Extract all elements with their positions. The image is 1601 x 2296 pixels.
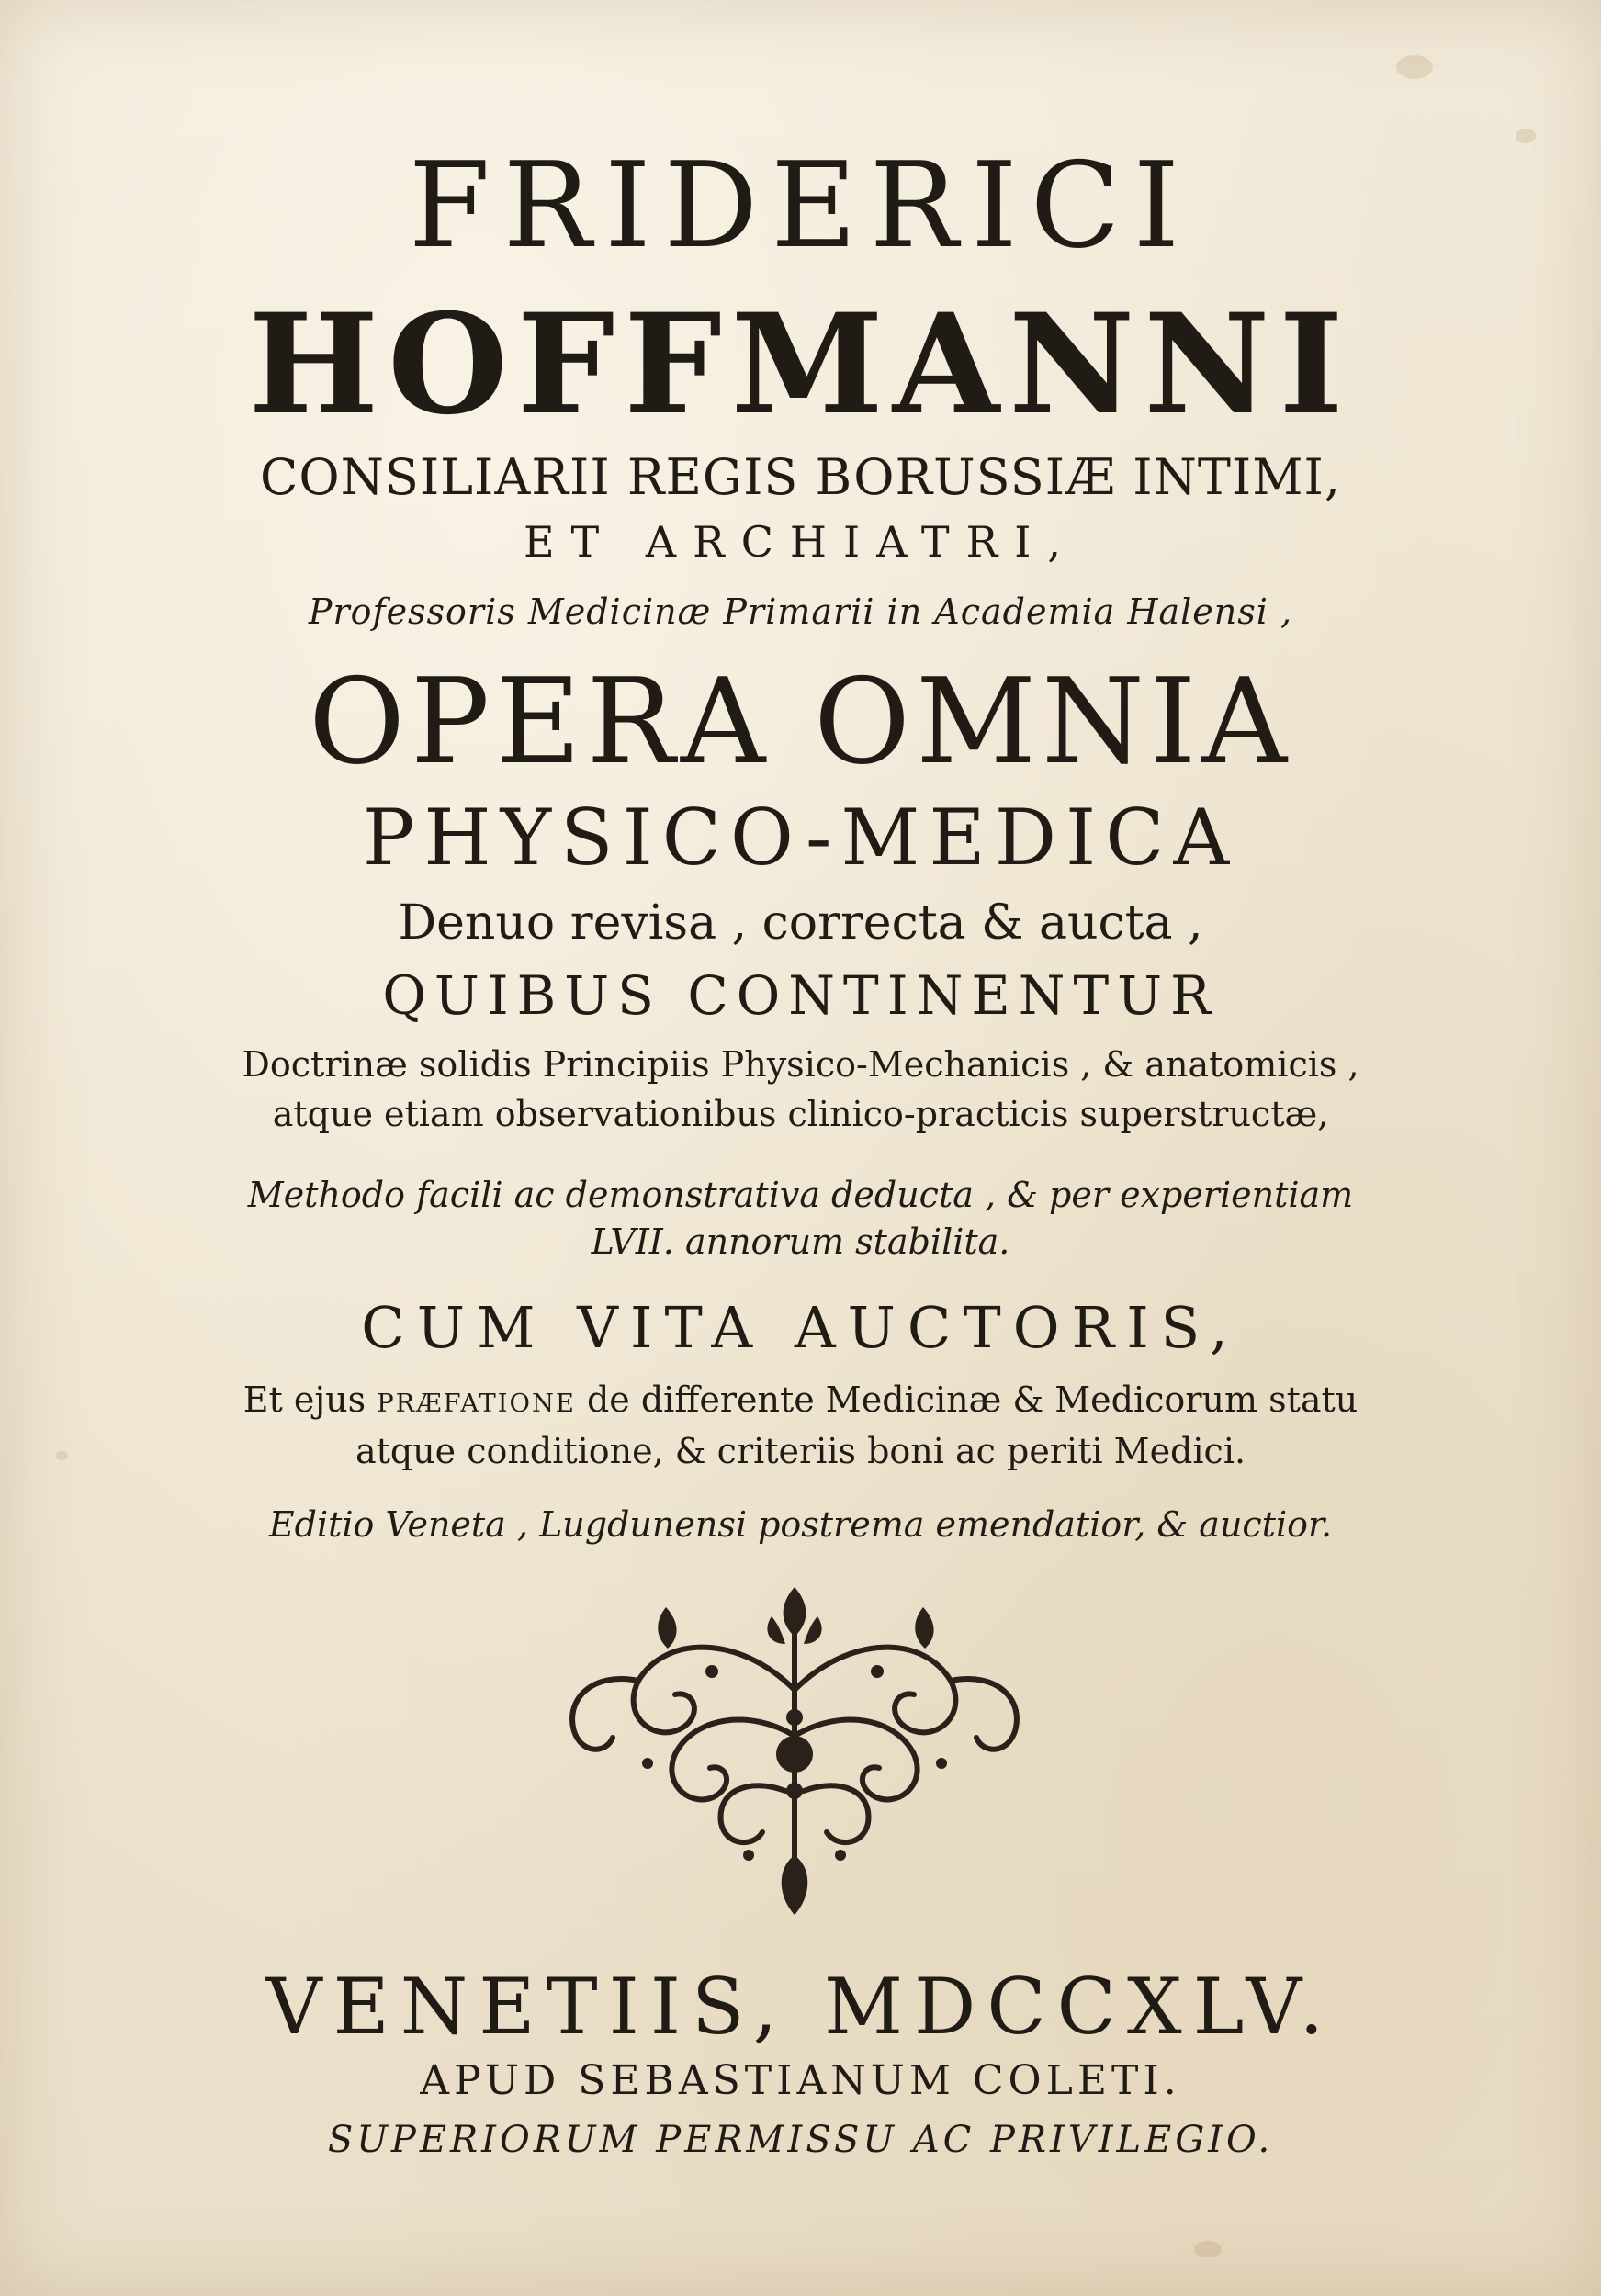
author-position-line-1: CONSILIARII REGIS BORUSSIÆ INTIMI, xyxy=(260,448,1341,506)
edition-statement: Editio Veneta , Lugdunensi postrema emendatior, & auctior. xyxy=(268,1504,1333,1545)
imprint-printer: APUD SEBASTIANUM COLETI. xyxy=(420,2057,1181,2104)
foxing-spot xyxy=(1396,55,1433,79)
imprint-privilege: SUPERIORUM PERMISSU AC PRIVILEGIO. xyxy=(327,2119,1274,2161)
preface-word: PRÆFATIONE xyxy=(377,1390,576,1418)
printers-ornament-icon xyxy=(537,1580,1052,1919)
preface-prefix: Et ejus xyxy=(242,1379,366,1420)
imprint-place-date: VENETIIS, MDCCXLV. xyxy=(265,1962,1336,2052)
doctrine-line-2: atque etiam observationibus clinico-practicis superstructæ, xyxy=(272,1094,1329,1134)
doctrine-line-1: Doctrinæ solidis Principiis Physico-Mechanicis , & anatomicis , xyxy=(242,1044,1359,1085)
method-line-2: LVII. annorum stabilita. xyxy=(591,1221,1010,1262)
book-title-line-1: OPERA OMNIA xyxy=(309,654,1292,791)
author-first-name: FRIDERICI xyxy=(408,138,1193,275)
book-title-line-2: PHYSICO-MEDICA xyxy=(362,793,1239,883)
foxing-spot xyxy=(1194,2241,1222,2257)
revision-statement: Denuo revisa , correcta & aucta , xyxy=(398,895,1203,951)
author-position-line-3: Professoris Medicinæ Primarii in Academia Halensi , xyxy=(308,591,1293,632)
contents-heading: QUIBUS CONTINENTUR xyxy=(382,964,1219,1027)
preface-line-2: atque conditione, & criteriis boni ac periti Medici. xyxy=(355,1431,1246,1471)
vita-heading: CUM VITA AUCTORIS, xyxy=(361,1294,1240,1361)
method-line-1: Methodo facili ac demonstrativa deducta , & per experientiam xyxy=(247,1175,1354,1215)
author-surname: HOFFMANNI xyxy=(248,284,1353,445)
preface-rest: de differente Medicinæ & Medicorum statu xyxy=(586,1379,1359,1420)
preface-line-1 xyxy=(0,1374,1601,1430)
author-position-line-2: ET ARCHIATRI, xyxy=(523,517,1078,567)
